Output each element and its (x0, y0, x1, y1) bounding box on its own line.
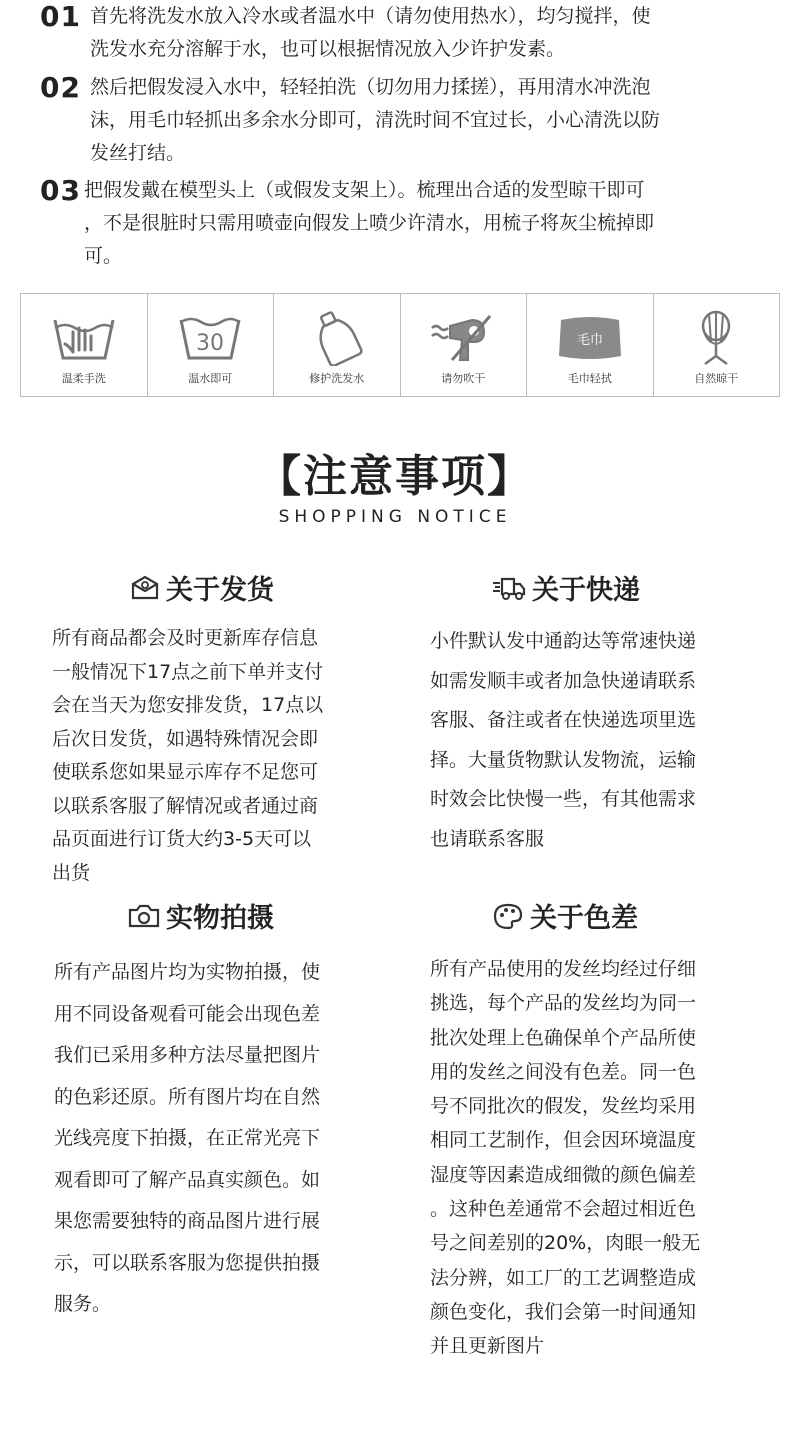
step-number: 02 (40, 71, 81, 104)
care-item-hand-wash (21, 294, 148, 396)
towel-icon (555, 308, 625, 366)
photo-title: 实物拍摄 (166, 903, 274, 934)
shampoo-bottle-icon (302, 308, 372, 366)
care-item-warm-water (148, 294, 275, 396)
care-label: 温水即可 (188, 372, 233, 385)
step-text: 把假发戴在模型头上（或假发支架上）。梳理出合适的发型晾干即可 ，不是很脏时只需用喷壶向假发上喷少许清水，用梳子将灰尘梳掉即 可。 (84, 179, 655, 267)
photo-heading (128, 896, 274, 935)
care-label: 温柔手洗 (61, 372, 106, 385)
notice-subtitle: SHOPPING NOTICE (278, 507, 512, 527)
no-hairdryer-icon (428, 308, 498, 366)
express-title: 关于快递 (532, 575, 640, 606)
photo-body: 所有产品图片均为实物拍摄，使 用不同设备观看可能会出现色差 我们已采用多种方法尽量把图片 的色彩还原。所有图片均在自然 光线亮度下拍摄，在正常光亮下 观看即可了解产品真实颜色。如 果您需要独特的商品图片进行展 示，可以联系客服为您提供拍摄 服务。 (54, 961, 321, 1315)
care-label: 请勿吹干 (441, 372, 486, 385)
shipping-heading (130, 568, 274, 607)
wig-stand-icon (681, 308, 751, 366)
care-item-no-dryer (401, 294, 528, 396)
step-text: 然后把假发浸入水中，轻轻拍洗（切勿用力揉搓），再用清水冲洗泡 沫，用毛巾轻抓出多余水分即可，清洗时间不宜过长，小心清洗以防 发丝打结。 (90, 76, 661, 164)
care-label: 毛巾轻拭 (567, 372, 612, 385)
wash-30-icon (175, 308, 245, 366)
care-item-shampoo (274, 294, 401, 396)
hand-wash-icon (49, 308, 119, 366)
wash-temp-label: 30 (196, 331, 225, 356)
palette-icon (492, 902, 524, 930)
color-heading (492, 896, 638, 935)
step-number: 03 (40, 174, 81, 207)
package-icon (130, 574, 160, 602)
color-body: 所有产品使用的发丝均经过仔细 挑选，每个产品的发丝均为同一 批次处理上色确保单个产品所使 用的发丝之间没有色差。同一色 号不同批次的假发，发丝均采用 相同工艺制作，但会因环境温度 湿度等因素造成细微的颜色偏差 。这种色差通常不会超过相近色 号之间差别的20%，肉眼一般无 法分辨，如工厂的工艺调整造成 颜色变化，我们会第一时间通知 并且更新图片 (430, 958, 701, 1358)
shipping-title: 关于发货 (166, 575, 274, 606)
care-item-towel (527, 294, 654, 396)
express-body: 小件默认发中通韵达等常速快递 如需发顺丰或者加急快递请联系 客服、备注或者在快递选项里选 择。大量货物默认发物流，运输 时效会比快慢一些，有其他需求 也请联系客服 (430, 630, 697, 850)
care-item-air-dry (654, 294, 780, 396)
towel-text: 毛巾 (576, 333, 603, 348)
care-label: 修护洗发水 (309, 372, 365, 385)
color-title: 关于色差 (530, 903, 638, 934)
camera-icon (128, 903, 160, 929)
notice-title: 【注意事项】 (257, 451, 533, 502)
care-instructions-bar (20, 293, 780, 397)
express-heading (492, 568, 640, 607)
care-label: 自然晾干 (694, 372, 739, 385)
delivery-truck-icon (492, 574, 526, 602)
step-text: 首先将洗发水放入冷水或者温水中（请勿使用热水），均匀搅拌，使 洗发水充分溶解于水，也可以根据情况放入少许护发素。 (90, 5, 651, 60)
step-number: 01 (40, 0, 81, 33)
shipping-body: 所有商品都会及时更新库存信息 一般情况下17点之前下单并支付 会在当天为您安排发货，17点以 后次日发货，如遇特殊情况会即 使联系您如果显示库存不足您可 以联系客服了解情况或者通过商 品页面进行订货大约3-5天可以 出货 (52, 627, 324, 884)
